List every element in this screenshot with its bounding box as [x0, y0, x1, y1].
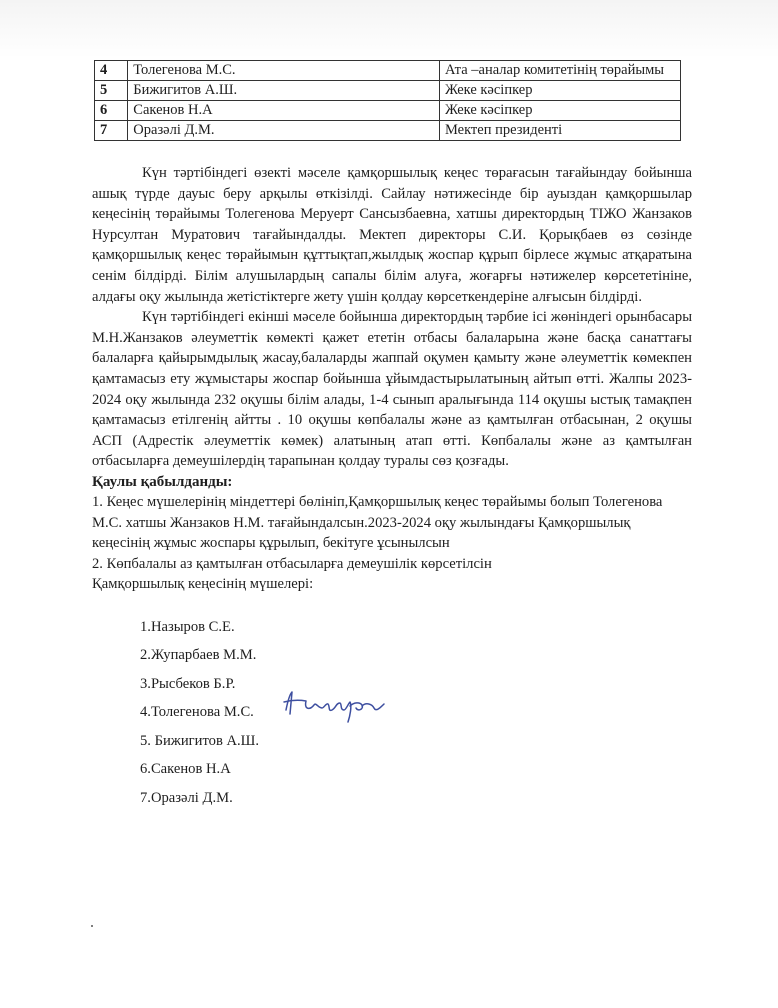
- signer-name: 4.Толегенова М.С.: [140, 704, 254, 721]
- member-name: Сакенов Н.А: [128, 101, 440, 121]
- members-heading: Қамқоршылық кеңесінің мүшелері:: [92, 576, 314, 593]
- signer-item: 1.Назыров С.Е.: [140, 618, 235, 635]
- row-number: 6: [95, 101, 128, 121]
- signer-item: 7.Оразәлі Д.М.: [140, 789, 233, 806]
- paragraph-agenda-first: Күн тәртібіндегі өзекті мәселе қамқоршылық кеңес төрағасын тағайындау бойынша ашық түрде дауыс беру арқылы өткізілді. Сайлау нәтижесінде бір ауыздан қамқоршылар кеңесінің төрайымы Толегенова Меруерт Сансызбаевна, хатшы директордың ТІЖО Жанзаков Нурсултан Муратович тағайындалды. Мектеп директоры С.И. Қорықбаев өз сөзінде қамқоршылық кеңес төрайымын құттықтап,жылдық жоспар құрып бірлесе жұмыс атқаратына сенім білдірді. Білім алушылардың сапалы білім алуға, жоғарғы нәтижелер көрсететініне, алдағы оқу жылында жетістіктерге жету үшін қолдау көрсеткендеріне алғысын білдірді.: [92, 165, 692, 305]
- members-table: [94, 60, 681, 141]
- table-row: [95, 121, 681, 141]
- scan-shadow: [0, 0, 778, 58]
- resolution-item-1: 1. Кеңес мүшелерінің міндеттері бөлініп,Қамқоршылық кеңес төрайымы болып Толегенова М.С. хатшы Жанзаков Н.М. тағайындалсын.2023-2024 оқу жылындағы Қамқоршылық кеңесінің жұмыс жоспары құрылып, бекітуге ұсынылсын: [92, 493, 663, 552]
- signer-item: 3.Рысбеков Б.Р.: [140, 675, 236, 692]
- scan-speck: [91, 925, 93, 927]
- row-number: 7: [95, 121, 128, 141]
- row-number: 5: [95, 81, 128, 101]
- table-row: [95, 101, 681, 121]
- member-role: Жеке кәсіпкер: [439, 81, 680, 101]
- paragraph-agenda-second: Күн тәртібіндегі екінші мәселе бойынша директордың тәрбие ісі жөніндегі орынбасары М.Н.Жанзаков әлеуметтік көмекті қажет ететін отбасы балаларына және басқа санаттағы балаларға қайырымдылық жасау,балаларды жаппай оқумен қамыту және әлеуметтік көмекпен қамтамасыз ету жұмыстары жоспар бойынша ұйымдастырылатының айтып өтті. Жалпы 2023-2024 оқу жылында 232 оқушы білім алады, 1-4 сынып аралығында 114 оқушы ыстық тамақпен қамтамасыз етілгенің айтты . 10 оқушы көпбалалы және аз қамтылған отбасынан, 2 оқушы АСП (Адрестік әлеуметтік көмек) алатының атап өтті. Көпбалалы және аз қамтылған отбасыларға демеушілердің тарапынан қолдау туралы сөз қозғады.: [92, 309, 692, 470]
- signer-item: 2.Жупарбаев М.М.: [140, 647, 257, 664]
- document-page: [92, 60, 692, 812]
- resolution-item-2: 2. Көпбалалы аз қамтылған отбасыларға демеушілік көрсетілсін: [92, 555, 492, 572]
- signers-list: [92, 613, 692, 813]
- resolution-heading: Қаулы қабылданды:: [92, 473, 233, 490]
- signer-item: 6.Сакенов Н.А: [140, 761, 231, 778]
- member-name: Оразәлі Д.М.: [128, 121, 440, 141]
- member-role: Мектеп президенті: [439, 121, 680, 141]
- signer-item: [140, 698, 692, 727]
- handwritten-signature: [280, 688, 390, 726]
- table-row: [95, 61, 681, 81]
- signer-item: 5. Бижигитов А.Ш.: [140, 732, 260, 749]
- member-role: Ата –аналар комитетінің төрайымы: [439, 61, 680, 81]
- member-name: Бижигитов А.Ш.: [128, 81, 440, 101]
- member-name: Толегенова М.С.: [128, 61, 440, 81]
- table-row: [95, 81, 681, 101]
- member-role: Жеке кәсіпкер: [439, 101, 680, 121]
- row-number: 4: [95, 61, 128, 81]
